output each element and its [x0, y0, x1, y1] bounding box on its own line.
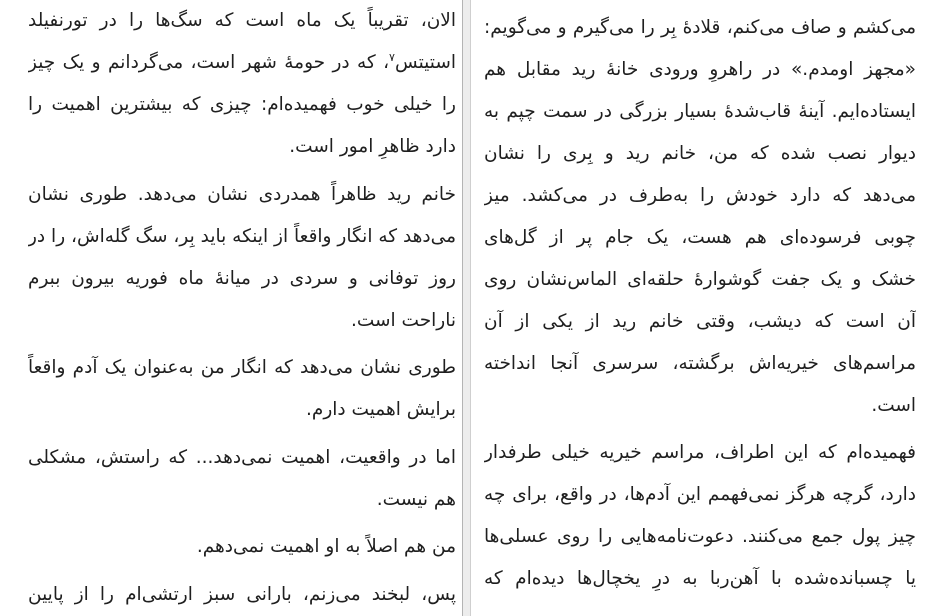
paragraph [28, 574, 456, 616]
left-page[interactable] [0, 0, 463, 616]
text-line: آن است که دیشب، وقتی خانم رید از یکی از آن [484, 311, 916, 332]
text-line: خانم رید ظاهراً همدردی نشان می‌دهد. طوری نشان [28, 183, 456, 205]
text-line: را خیلی خوب فهمیده‌ام: چیزی که بیشترین اهمیت را [28, 94, 456, 115]
text-line: الان، تقریباً یک ماه است که سگ‌ها را در تورنفیلد [28, 10, 456, 31]
left-page-text [28, 0, 456, 616]
right-page-text [484, 7, 916, 600]
paragraph [28, 347, 456, 431]
text-line [28, 42, 456, 84]
text-line: طوری نشان می‌دهد که انگار من به‌عنوان یک آدم واقعاً [28, 357, 456, 378]
text-line: یا چسبانده‌شده با آهن‌ربا به درِ یخچال‌ها دیده‌ام که [484, 568, 916, 589]
text-line: مراسم‌های خیریه‌اش برگشته، سرسری آنجا انداخته [484, 353, 916, 374]
text-line: خشک و یک جفت گوشوارهٔ حلقه‌ای الماس‌نشان روی [484, 269, 916, 290]
paragraph [484, 7, 916, 427]
text-line: «مجهز اومدم.» در راهروِ ورودی خانهٔ رید مقابل هم [484, 59, 916, 80]
footnote-marker[interactable]: ۷ [389, 50, 396, 64]
text-line: دارد ظاهرِ امور است. [289, 136, 456, 157]
paragraph [28, 0, 456, 168]
text-line: روز توفانی و سردی در میانهٔ ماه فوریه بیرون ببرم [28, 267, 456, 289]
paragraph [28, 174, 456, 342]
text-line: است. [871, 395, 916, 416]
text-line: فهمیده‌ام که این اطراف، مراسم خیریه خیلی طرفدار [484, 442, 916, 463]
text-line: اما در واقعیت، اهمیت نمی‌دهد... که راستش، مشکلی [28, 446, 456, 468]
text-line: هم نیست. [376, 488, 456, 510]
paragraph [28, 526, 456, 568]
text-line: می‌کشم و صاف می‌کنم، قلادهٔ بِر را می‌گیرم و می‌گویم: [484, 17, 916, 38]
text-line: چیز پول جمع می‌کنند. دعوت‌نامه‌هایی را روی عسلی‌ها [484, 526, 916, 547]
text-line: چوبی فرسوده‌ای هم هست، یک جام پر از گل‌های [484, 227, 916, 248]
text-line: برایش اهمیت دارم. [306, 399, 456, 420]
right-page[interactable] [470, 0, 931, 616]
text-line: دیوار نصب شده که من، خانم رید و بِری را نشان [484, 143, 916, 164]
text-line: من هم اصلاً به او اهمیت نمی‌دهم. [196, 536, 456, 557]
text-line: پس، لبخند می‌زنم، بارانی سبز ارتشی‌ام را از پایین [28, 583, 456, 605]
text-segment: ، که در حومهٔ شهر است، می‌گردانم و یک چیز [28, 52, 390, 73]
page-gutter [463, 0, 470, 616]
paragraph [484, 432, 916, 600]
text-line: دارد، گرچه هرگز نمی‌فهمم این آدم‌ها، در واقع، برای چه [484, 484, 916, 505]
paragraph [28, 437, 456, 521]
text-line: می‌دهد که دارد خودش را به‌طرف در می‌کشد. میز [484, 185, 916, 206]
text-segment: استیتس [395, 52, 456, 73]
text-line: می‌دهد که انگار واقعاً از اینکه باید بِر، سگ گله‌اش، را در [28, 225, 456, 247]
text-line: ایستاده‌ایم. آینهٔ قاب‌شدهٔ بسیار بزرگی در سمت چپم به [484, 101, 916, 122]
text-line: ناراحت است. [350, 309, 456, 331]
